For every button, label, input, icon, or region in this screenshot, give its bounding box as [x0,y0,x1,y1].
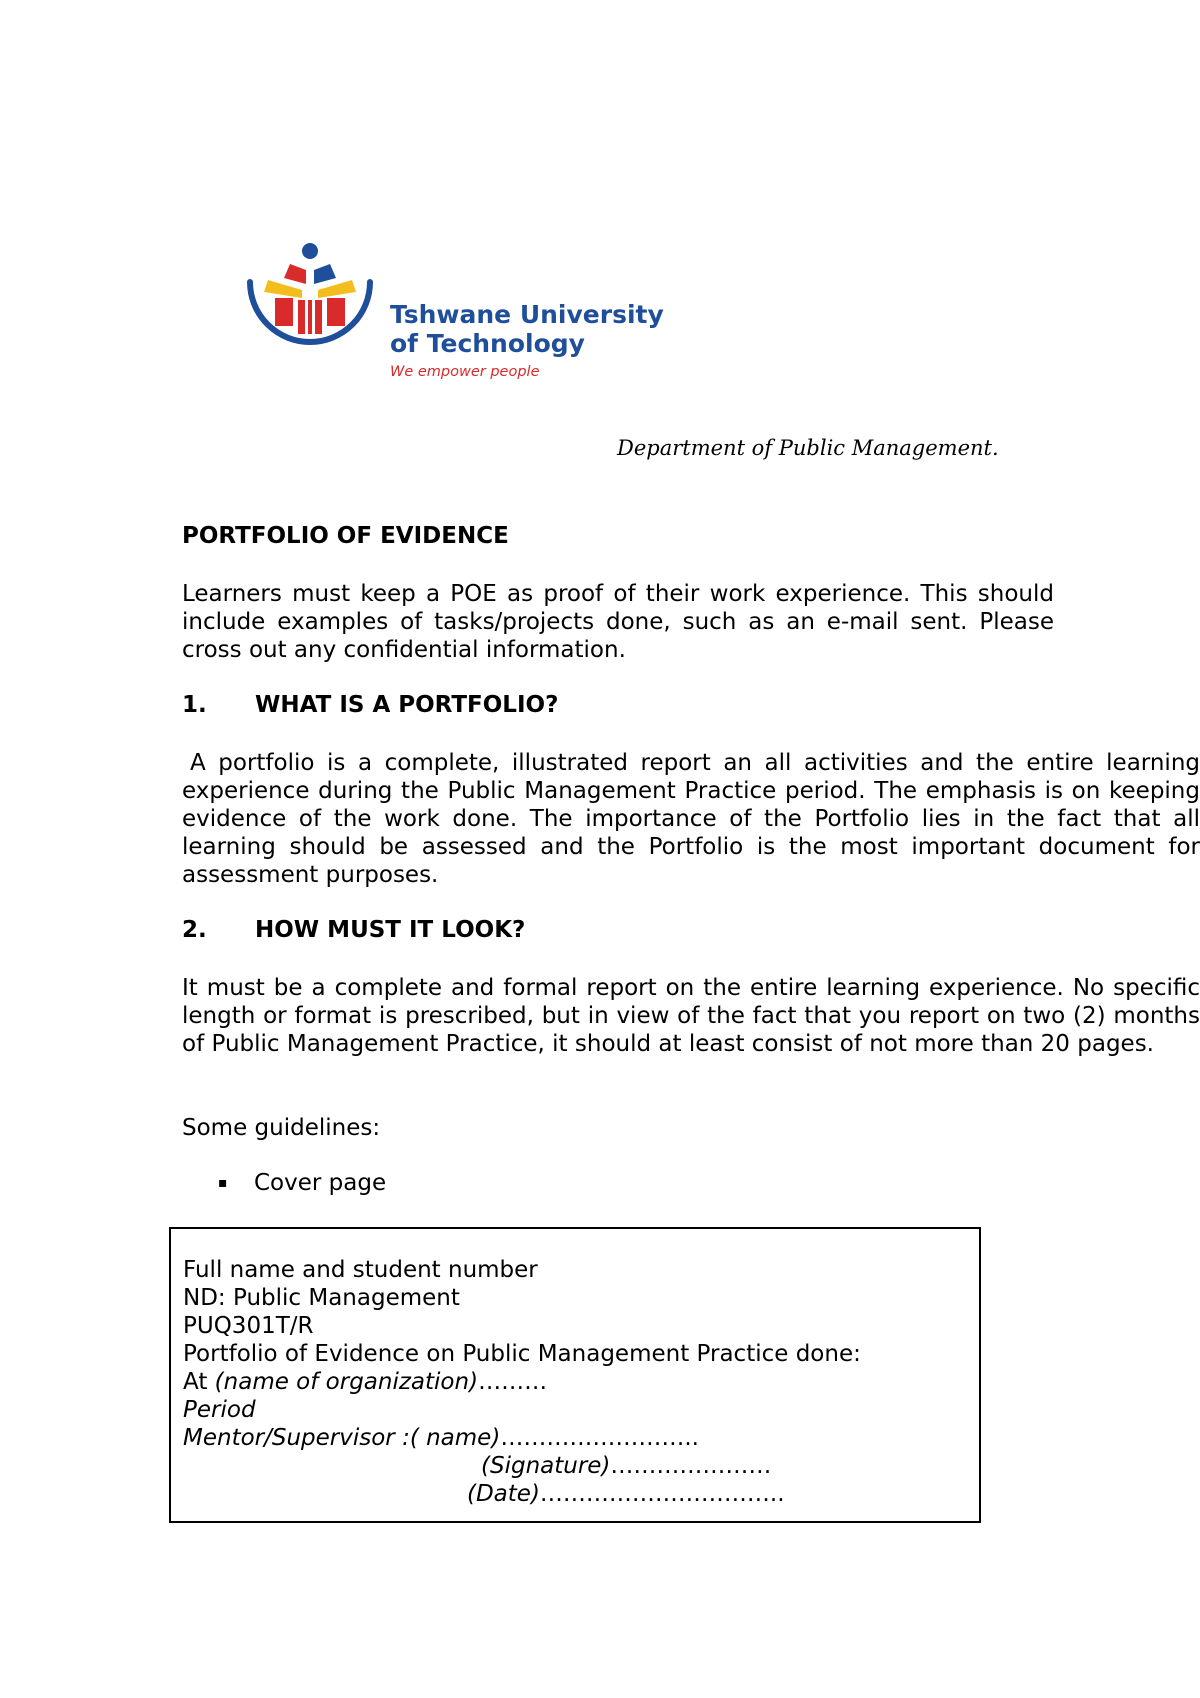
cover-line-program: ND: Public Management [183,1285,460,1311]
logo-name-line1: Tshwane University [390,300,664,329]
list-item-text: Cover page [254,1170,387,1196]
cover-page-template-box [169,1227,981,1523]
cover-line-signature-label: (Signature) [481,1453,611,1479]
tut-logo [240,240,664,390]
section-2-text: It must be a complete and formal report on the entire learning experience. No specific length or format is prescribed, but in view of the fact that you report on two (2) months of Public Management Practice, it should at least consist of not more than 20 pages. [182,975,1200,1057]
cover-line-date-label: (Date) [467,1481,540,1507]
section-1-paragraph [182,749,1200,889]
logo-tagline: We empower people [390,364,540,380]
cover-line-mentor-label: Mentor/Supervisor :( name) [183,1425,501,1451]
cover-line-period: Period [183,1397,256,1423]
section-2-title: HOW MUST IT LOOK? [255,917,526,943]
cover-line-date [183,1480,861,1508]
logo-name-line2: of Technology [390,329,585,358]
list-item [218,1170,386,1196]
cover-line-name: Full name and student number [183,1257,538,1283]
section-2-heading [182,917,525,943]
guidelines-label: Some guidelines: [182,1115,381,1141]
cover-line-organization-dots: ……… [478,1369,548,1395]
tut-emblem-icon [240,240,380,360]
square-bullet-icon: ▪ [218,1175,228,1191]
cover-line-mentor [183,1424,861,1452]
cover-line-portfolio: Portfolio of Evidence on Public Management Practice done: [183,1341,861,1367]
cover-line-code: PUQ301T/R [183,1313,314,1339]
cover-line-organization [183,1368,861,1396]
cover-page-lines [183,1256,861,1508]
cover-line-signature-dots: ………………… [610,1453,772,1479]
logo-text [390,300,664,380]
section-2-number: 2. [182,917,207,943]
cover-line-date-dots: ………………………….. [539,1481,785,1507]
section-1-heading [182,692,558,718]
section-2-paragraph [182,974,1200,1058]
intro-text: Learners must keep a POE as proof of their work experience. This should include examples of tasks/projects done, such as an e-mail sent. Please cross out any confidential information. [182,581,1054,663]
cover-line-signature [183,1452,861,1480]
cover-line-mentor-dots: …………………….. [500,1425,699,1451]
cover-line-at: At [183,1369,215,1395]
section-1-title: WHAT IS A PORTFOLIO? [255,692,559,718]
document-title: PORTFOLIO OF EVIDENCE [182,523,509,549]
intro-paragraph [182,580,1054,664]
section-1-number: 1. [182,692,207,718]
section-1-text: A portfolio is a complete, illustrated report an all activities and the entire learning experience during the Public Management Practice period. The emphasis is on keeping evidence of the work done. The importance of the Portfolio lies in the fact that all learning should be assessed and the Portfolio is the most important document for assessment purposes. [182,750,1200,888]
department-name: Department of Public Management. [617,436,999,460]
cover-line-organization-label: (name of organization) [214,1369,479,1395]
